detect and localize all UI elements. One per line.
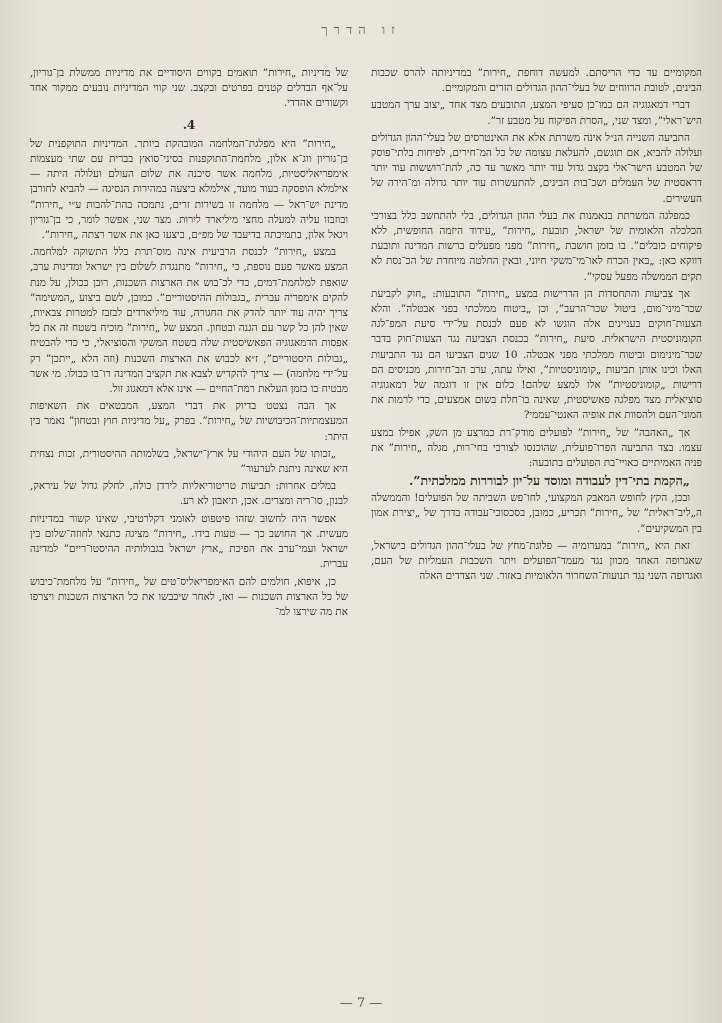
paragraph: אך צביעות והתחסדות הן הדרישות במצע „חירות” התובעות: „חוק לקביעת שכר־מיני־מום, ביטול שכר־הרעב”, וכן „ביטוח ממלכתי בפני אבטלה”. והלא הצעות־חוקים בעניינים אלה הוגשו לא פעם לכנסת על־ידי סיעת המפ־לגה הקומוניסטית הישראלית. סיעת „חירות” בכנסת הצביעה נגד הצעות־חוק בדבר שכר־מינימום וביטוח ממלכתי מפני אבטלה. 10 שנים הצביעו הם נגד התביעות האלו וכינו אותן תביעות „קומוניסטיות”, ואילו עתה, ערב הב־חירות, מכניסים הם דרישות „קומוניסטיות” אלו למצע שלהם! כלום אין זו דוגמה של דמאגוגיה סוציאלית מצד מפלגה פאשיסטית, שאינה בו־חלת בשום אמצעים, כדי לרמות את המוני־העם ולהסוות את אופיה האנטי־עממי? (371, 287, 702, 422)
page-number: — 7 — (339, 996, 383, 1011)
left-column (30, 66, 348, 622)
paragraph: אך „האהבה” של „חירות” לפועלים מודק־רת כמרצע מן השק, אפילו במצע עצמו. בצד התביעה הפרו־פועלית, שהוכנסו לצורכי בחי־רות, מגלה „חירות” את פניה האמיתיים כאויי־בת הפועלים בתובעה: (371, 426, 702, 470)
paragraph: אפשר היה לחשוב שזהו פיטפוט לאומני דקלרטיבי, שאינו קשור במדיניות מעשית. אך החושב כך — טעות בידו. „חירות” מציגה כתנאי לחוזה־שלום בין ישראל ועמי־ערב את הפיכת „ארץ ישראל בגבולותיה ההיסטו־ריים” למדינה עברית. (30, 512, 348, 571)
quoted-heading: „הקמת בתי־דין לעבודה ומוסד על־יון לבוררות ממלכתית”. (408, 473, 690, 489)
paragraph: ובכן, הקץ לחופש המאבק המקצועי, לחו־פש השביתה של הפועלים! והממשלה ה„ליב־ראלית” של „חירות” תכריע, כמובן, בסכסוכי־עבודה בדרך של „יצירת אמון בין המשקיעים”. (371, 492, 702, 535)
paragraph: אך הבה נצטט בדיוק את דברי המצע, המבטאים את השאיפות המעצמתיות־הכיבושיות של „חירות”. בפרק „על מדיניות חוץ ובטחון” נאמר בין היתר: (30, 400, 348, 443)
paragraph: זאת היא „חירות” במערומיה — פלוגת־מחץ של בעלי־ההון הגדולים בישראל, שאגרופה האחד מכוון נגד מעמד־הפועלים ויתר השכבות העמליות של העם, ואגרופה השני נגד תנועות־השחרור הלאומיות באזור. שני הצדדים האלה (371, 539, 702, 583)
paragraph: במצע „חירות” לכנסת הרביעית אינה מוס־תרת כלל התשוקה למלחמה. המצע מאשר פעם נוספת, כי „חירות” מתנגדת לשלום בין ישראל ומדינות ערב, שואפת למלחמת־דמים, כדי לכ־בוש את הארצות השכנות, רובן ככולן, על מנת להקים אימפריה עברית „בגבולות ההיסטוריים”. כמובן, לשם ביצוע „המשימה” צריך יהיה עוד יותר להדק את החגורה, עוד מיליארדים לבזבז למטרות צבאיות, שאין להן כל קשר עם הגנה ובטחון. המצע של „חירות” מוכיח בשטח זה את כל אפסות הדמאגוגיה הפאשיסטית שלה בשטח המשקי והסוציאלי, כי כדי להבטיח „גבולות היסטוריים”, ז״א לכבוש את הארצות השכנות (וזה הלא „ייתכן” רק על־ידי מלחמה) — צריך להקדיש לצבא את תקציב המדינה רו־בו ככולו. מי אשר מבטיח בו בזמן העלאת רמת־החיים — אינו אלא דמאגוג זול. (30, 246, 348, 396)
paragraph: „חירות” היא מפלגת־המלחמה המובהקת ביותר. המדיניות התוקפנית של בן־גוריון ווג־א אלון, מלחמת־התוקפנות בסיני־סואץ בברית עם שתי מעצמות אימפריאליסטיות, מלחמה אשר סיכנה את שלום העולם ועלולה היתה — אילמלא הופסקה בעוד מועד, אילמלא ביצעה במהירות הנסיגה — להביא לחורבן מדינת יש־ראל — מלחמה זו בשירות זרים, נתמכה בהת־להבות ע״י „חירות” ובוזבזו עליה למעלה מחצי מיליארד לירות. מצד שני, אפשר לומר, כי בן־גוריון ויגאל אלון, בתמיכתה בדיעבד של מפ״ם, ביצעו כאן את אשר רצתה „חירות”. (30, 137, 348, 242)
paragraph: במלים אחרות: תביעות טריטוריאליות לירדן כולה, לחלק גדול של עיראק, לבנון, סו־ריה ומצרים. אכן, תיאבון לא רע. (30, 480, 348, 508)
paragraph: התביעה השנייה הנ״ל אינה משרתת אלא את האינטרסים של בעלי־ההון הגדולים ועלולה להביא, אם תוגשם, להעלאת עצומה של כל המ־חירים, לפיחות בלתי־פוסק של המטבע הישר־אלי בקצב גדול עוד יותר מאשר עד כה, להת־רוששות עוד יותר דראסטית של העמלים ושכ־בות הבינים, להתעשרות עוד יותר גדולה ומ־הירה של העשירים. (371, 131, 702, 205)
section-number: 4. (182, 117, 196, 132)
paragraph: כמפלגה המשרתת בנאמנות את בעלי ההון הגדולים, בלי להתחשב כלל בצורכי הכלכלה הלאומית של ישראל, תובעת „חירות” „עידוד היזמה החופשית, ללא פיקוחים כובלים”. בו בזמן חושבת „חירות” מפני מפעלים ברשות המדינה ותובעת דווקא כאן: „באין הכרח לאו־מי־משקי חיוני, ובאין החלטה מיוחדת של הכ־נסת לא תקים הממשלה מפעל עסקי”. (371, 209, 702, 283)
paragraph: של מדיניות „חירות” תואמים בקווים היסודיים את מדיניות ממשלת בן־גוריון, על־אף הבדלים קטנים בפרטים ובקצב. שני קווי המדיניות נובעים ממקור אחד וקשורים אהדדי. (30, 67, 348, 110)
paragraph: המקומיים עד כדי הריסתם. למעשה דוחפת „חירות” במדיניותה להרס שכבות הבינים, לטובת הרווחים של בעלי־ההון הגדולים הזרים והמקומיים. (371, 67, 702, 95)
paragraph: כן, איפוא, חולמים להם האימפריאליס־טים של „חירות” על מלחמת־כיבוש של כל הארצות השכנות — ואז, לאחר שיכבשו את כל הארצות השכנות ויצרפו את מה שירצו למ־ (30, 575, 348, 618)
page-header: זו הדרך (321, 23, 401, 38)
quote-paragraph: „זכותו של העם היהודי על ארץ־ישראל, בשלמותה ההיסטורית, זכות נצחית היא שאינה ניתנת לערעור” (30, 447, 348, 476)
right-column (371, 66, 702, 587)
paragraph: דברי דמאגוגיה הם כמו־כן סעיפי המצע, התובעים מצד אחד „יצוב ערך המטבע היש־ראלי”, ומצד שני, „הסרת הפיקוח על מטבע זר”. (371, 99, 702, 127)
